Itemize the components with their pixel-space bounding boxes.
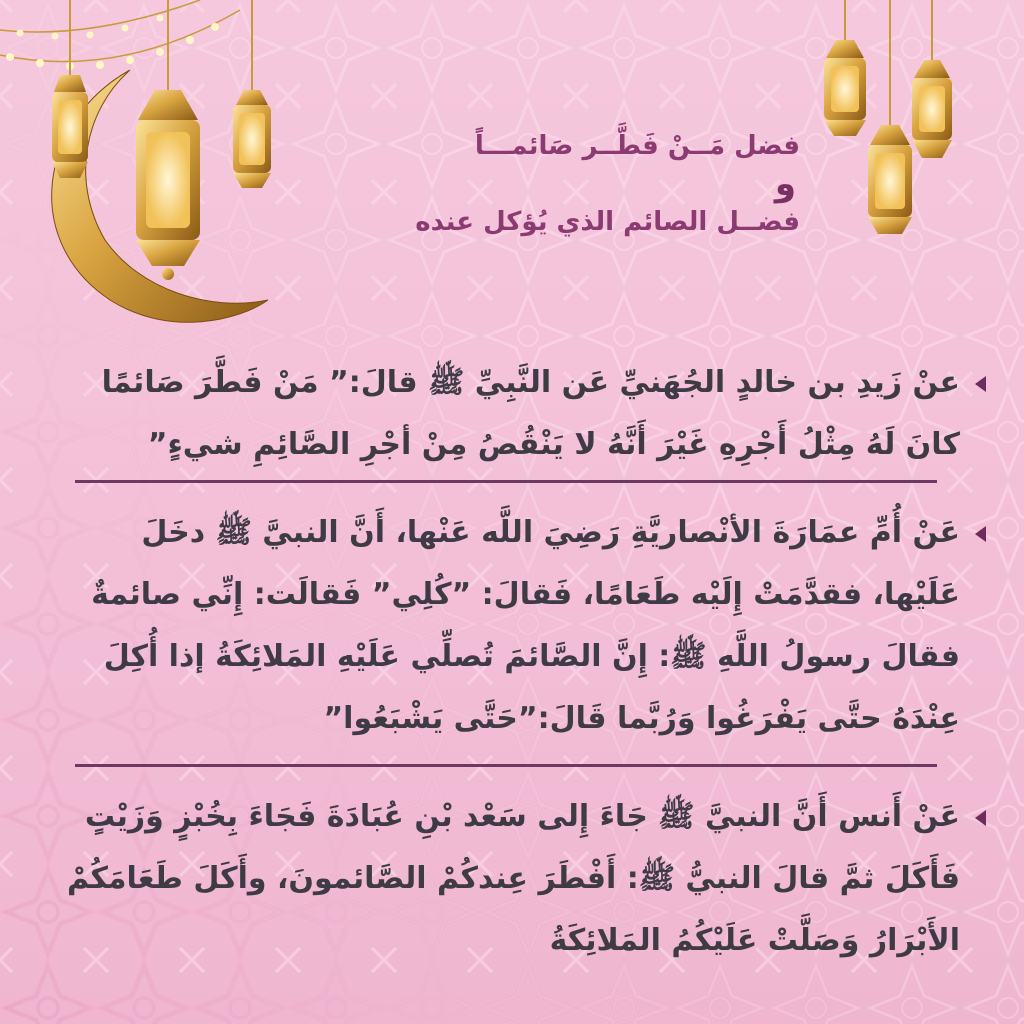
title-line-1: فضل مَــنْ فَطَّــر صَائمـــاً — [474, 131, 800, 161]
hadith-paragraph-1 — [60, 352, 960, 476]
hadith-text: عَنْ أُمِّ عمَارَةَ الأنْصاريَّةِ رَضِيَ اللَّه عَنْها، أَنَّ النبيَّ ﷺ دخَلَ عَلَيْها، فقدَّمَتْ إِلَيْه طَعَامًا، فَقالَ: ”كُلِي” فَقالَت: إِنِّي صائمةٌ فقالَ رسولُ اللَّهِ ﷺ: إِنَّ الصَّائمَ تُصلِّي عَلَيْهِ المَلائِكَةُ إذا أُكِلَ عِنْدَهُ حتَّى يَفْرَغُوا وَرُبَّما قَالَ:”حَتَّى يَشْبَعُوا” — [91, 515, 960, 736]
fairy-lights-icon — [0, 0, 240, 70]
bullet-arrow-icon — [975, 526, 986, 542]
title-line-2: فضــل الصائم الذي يُؤكل عنده — [415, 207, 800, 237]
lantern-icon — [868, 0, 912, 234]
bullet-arrow-icon — [975, 810, 986, 826]
lantern-icon — [912, 0, 952, 158]
title-conjunction: و — [774, 164, 796, 204]
hadith-text: عَنْ أَنس أَنَّ النبيَّ ﷺ جَاءَ إِلى سَعْد بْنِ عُبَادَةَ فَجَاءَ بِخُبْزٍ وَزَيْتٍ فَأَكَلَ ثمَّ قالَ النبيُّ ﷺ: أَفْطَرَ عِندكُمْ الصَّائمونَ، وأَكَلَ طَعَامَكُمْ الأَبْرَارُ وَصَلَّتْ عَلَيْكُمُ المَلائِكَةُ — [66, 799, 960, 958]
lantern-icon — [233, 0, 271, 188]
lantern-icon — [824, 0, 866, 136]
lantern-icon — [52, 0, 88, 178]
hadith-paragraph-2 — [60, 502, 960, 750]
hadith-text: عنْ زَيدِ بن خالدٍ الجُهَنيِّ عَن النَّبِيِّ ﷺ قالَ:” مَنْ فَطَّرَ صَائمًا كانَ لَهُ مِثْلُ أَجْرِهِ غَيْرَ أَنَّهُ لا يَنْقُصُ مِنْ أجْرِ الصَّائِمِ شيءٍ” — [101, 365, 960, 462]
divider — [75, 764, 937, 767]
hadith-paragraph-3 — [60, 786, 960, 972]
divider — [75, 480, 937, 483]
title-block — [300, 128, 800, 240]
bullet-arrow-icon — [975, 376, 986, 392]
